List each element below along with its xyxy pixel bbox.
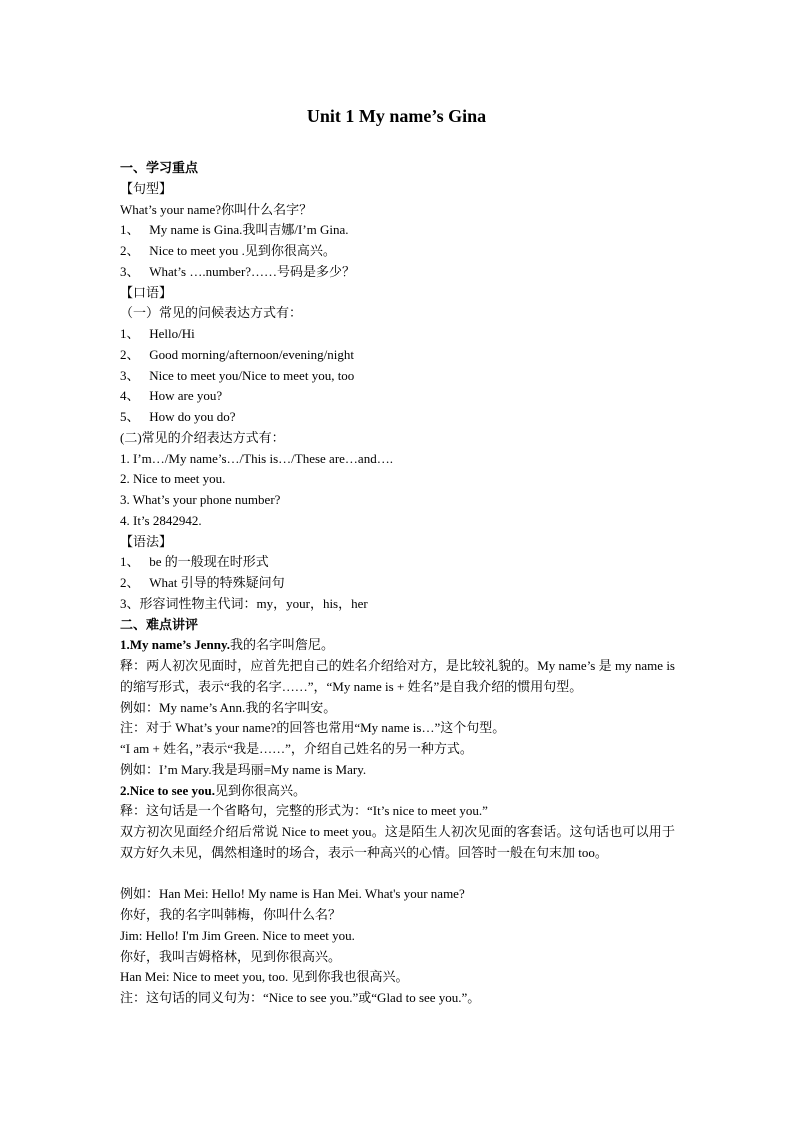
text-line bbox=[120, 324, 675, 345]
text-line bbox=[120, 822, 675, 864]
line-text: 1. I’m…/My name’s…/This is…/These are…and…. bbox=[120, 450, 393, 466]
line-text: Han Mei: Nice to meet you, too. 见到你我也很高兴。 bbox=[120, 969, 409, 985]
line-text: 2、 Nice to meet you .见到你很高兴。 bbox=[120, 243, 336, 258]
line-text: 3、 What’s ….number?……号码是多少？ bbox=[120, 263, 356, 279]
line-text: What’s your name?你叫什么名字？ bbox=[120, 201, 313, 217]
text-line bbox=[120, 947, 675, 968]
line-text: Jim: Hello! I'm Jim Green. Nice to meet you. bbox=[120, 927, 355, 943]
text-line bbox=[120, 490, 675, 511]
text-line bbox=[120, 718, 675, 739]
text-line bbox=[120, 656, 675, 698]
line-text: 你好，我叫吉姆格林，见到你很高兴。 bbox=[120, 948, 342, 964]
point-heading bbox=[120, 781, 675, 802]
text-line bbox=[120, 988, 675, 1009]
line-text: 【语法】 bbox=[120, 533, 173, 549]
line-text: (二)常见的介绍表达方式有： bbox=[120, 429, 285, 445]
text-line bbox=[120, 511, 675, 532]
line-text: “I am + 姓名，”表示“我是……”，介绍自己姓名的另一种方式。 bbox=[120, 741, 473, 756]
text-line bbox=[120, 884, 675, 905]
text-line bbox=[120, 366, 675, 387]
line-text: 3、 Nice to meet you/Nice to meet you, too bbox=[120, 367, 355, 383]
line-text: 2. Nice to meet you. bbox=[120, 471, 226, 487]
text-line bbox=[120, 573, 675, 594]
line-text: 注：对于 What’s your name?的回答也常用“My name is…”这个句型。 bbox=[120, 720, 506, 736]
text-line bbox=[120, 407, 675, 428]
line-text: 二、难点讲评 bbox=[120, 616, 199, 632]
text-line bbox=[120, 262, 675, 283]
document-title: Unit 1 My name’s Gina bbox=[306, 106, 487, 126]
text-line bbox=[120, 552, 675, 573]
line-text: 2、 Good morning/afternoon/evening/night bbox=[120, 346, 354, 362]
line-text: 1、 My name is Gina.我叫吉娜/I’m Gina. bbox=[120, 222, 349, 238]
line-text: 释：两人初次见面时，应首先把自己的姓名介绍给对方，是比较礼貌的。My name’s 是 my name is 的缩写形式，表示“我的名字……”，“My name is + 姓名”是自我介绍的惯用句型。 bbox=[120, 658, 675, 694]
text-line bbox=[120, 200, 675, 221]
line-text: 例如：Han Mei: Hello! My name is Han Mei. What's your name? bbox=[120, 886, 465, 902]
line-text: 3、形容词性物主代词：my，your，his，her bbox=[120, 595, 368, 611]
line-text: 释：这句话是一个省略句，完整的形式为：“It’s nice to meet you.” bbox=[120, 803, 488, 819]
line-text: 4、 How are you? bbox=[120, 388, 223, 404]
line-text: 4. It’s 2842942. bbox=[120, 512, 202, 528]
text-line bbox=[120, 594, 675, 615]
line-text: 2.Nice to see you. bbox=[120, 782, 215, 798]
section-heading bbox=[120, 615, 675, 636]
text-line bbox=[120, 926, 675, 947]
line-text: 1.My name’s Jenny. bbox=[120, 637, 231, 653]
line-text: 一、学习重点 bbox=[120, 160, 199, 175]
text-line bbox=[120, 449, 675, 470]
line-text: 1、 be 的一般现在时形式 bbox=[120, 554, 269, 570]
line-text: 【句型】 bbox=[120, 180, 173, 196]
line-translation: 见到你很高兴。 bbox=[214, 782, 306, 798]
text-line bbox=[120, 698, 675, 719]
text-line bbox=[120, 532, 675, 553]
section-heading bbox=[120, 158, 675, 179]
line-text: 2、 What 引导的特殊疑问句 bbox=[120, 575, 285, 590]
document-body bbox=[120, 158, 675, 1009]
blank-line bbox=[120, 864, 675, 885]
line-text: 1、 Hello/Hi bbox=[120, 326, 195, 341]
text-line bbox=[120, 283, 675, 304]
text-line bbox=[120, 428, 675, 449]
line-text: 例如：My name’s Ann.我的名字叫安。 bbox=[120, 699, 337, 715]
line-translation: 我的名字叫詹尼。 bbox=[230, 637, 335, 653]
text-line bbox=[120, 760, 675, 781]
text-line bbox=[120, 179, 675, 200]
line-text: 3. What’s your phone number? bbox=[120, 492, 281, 507]
text-line bbox=[120, 241, 675, 262]
text-line bbox=[120, 220, 675, 241]
text-line bbox=[120, 905, 675, 926]
line-text: 注：这句话的同义句为：“Nice to see you.”或“Glad to see you.”。 bbox=[120, 990, 481, 1005]
text-line bbox=[120, 386, 675, 407]
line-text: 双方初次见面经介绍后常说 Nice to meet you。这是陌生人初次见面的客套话。这句话也可以用于双方好久未见，偶然相逢时的场合，表示一种高兴的心情。回答时一般在句末加 too。 bbox=[120, 824, 675, 860]
line-text: 例如：I’m Mary.我是玛丽=My name is Mary. bbox=[120, 761, 367, 777]
line-text: 【口语】 bbox=[120, 284, 173, 300]
line-text: 5、 How do you do? bbox=[120, 409, 236, 424]
text-line bbox=[120, 469, 675, 490]
line-text: （一）常见的问候表达方式有： bbox=[120, 305, 303, 321]
line-text: 你好，我的名字叫韩梅，你叫什么名？ bbox=[120, 907, 342, 922]
point-heading bbox=[120, 635, 675, 656]
text-line bbox=[120, 303, 675, 324]
text-line bbox=[120, 801, 675, 822]
text-line bbox=[120, 739, 675, 760]
text-line bbox=[120, 967, 675, 988]
text-line bbox=[120, 345, 675, 366]
